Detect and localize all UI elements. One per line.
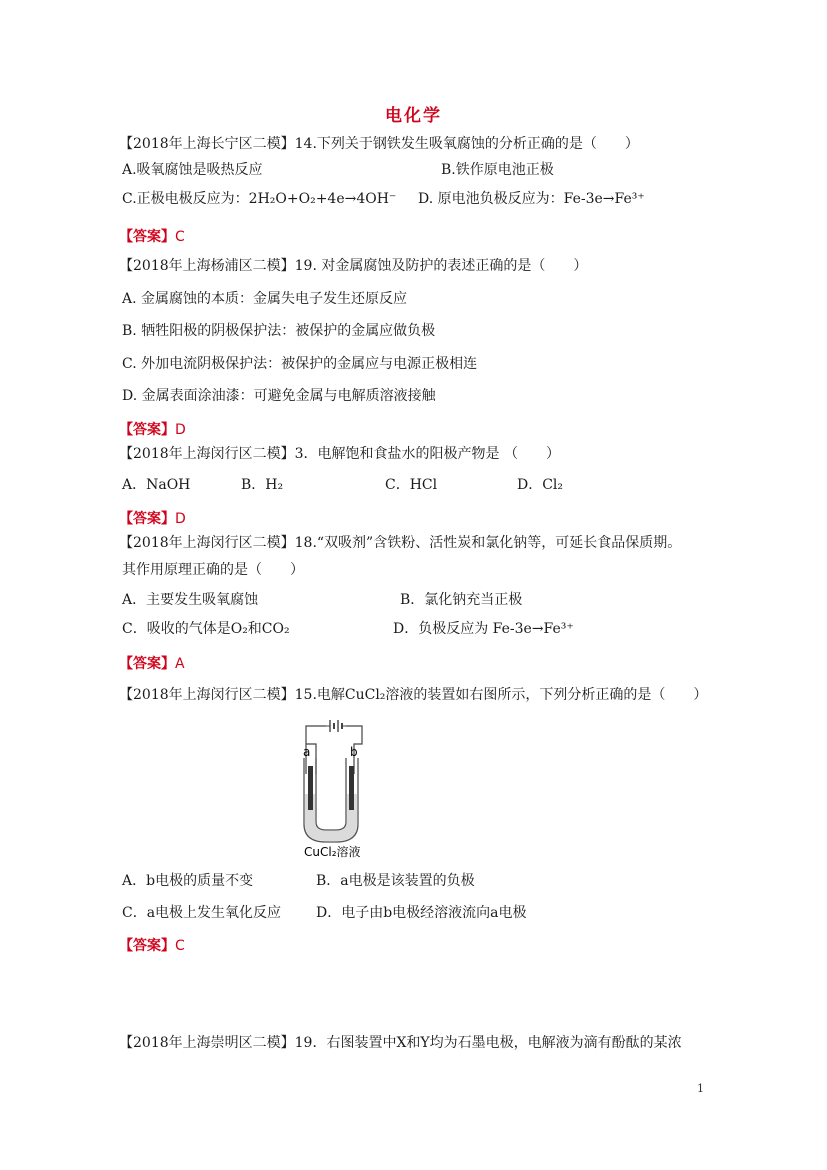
question-3-answer <box>119 508 186 528</box>
answer-label: 【答案】 <box>119 938 175 954</box>
question-1-stem: 【2018年上海长宁区二模】14.下列关于钢铁发生吸氧腐蚀的分析正确的是（ ） <box>119 136 639 152</box>
question-2-answer <box>119 419 186 439</box>
question-4-option-d: D．负极反应为 Fe-3e→Fe³⁺ <box>393 621 574 637</box>
question-4-option-a: A．主要发生吸氧腐蚀 <box>122 592 259 608</box>
answer-value: C <box>175 229 185 245</box>
answer-value: A <box>175 656 185 672</box>
answer-value: D <box>175 422 186 438</box>
question-4-answer <box>119 653 185 673</box>
question-1-option-a: A.吸氧腐蚀是吸热反应 <box>122 162 263 178</box>
question-5-option-d: D．电子由b电极经溶液流向a电极 <box>316 905 527 921</box>
figure-caption: CuCl₂溶液 <box>304 845 361 859</box>
answer-label: 【答案】 <box>119 511 175 527</box>
electrolysis-u-tube-diagram <box>296 714 376 860</box>
question-2-stem: 【2018年上海杨浦区二模】19. 对金属腐蚀及防护的表述正确的是（ ） <box>119 258 588 274</box>
question-4-stem-line-2: 其作用原理正确的是（ ） <box>122 562 304 578</box>
question-5-option-a: A．b电极的质量不变 <box>122 873 254 889</box>
question-1-option-b: B.铁作原电池正极 <box>441 162 554 178</box>
question-4-stem-line-1: 【2018年上海闵行区二模】18.“双吸剂”含铁粉、活性炭和氯化钠等，可延长食品保质期。 <box>119 535 682 551</box>
battery-icon <box>326 720 346 732</box>
page-title: 电化学 <box>385 106 442 126</box>
electrode-b-label: b <box>350 745 358 759</box>
question-2-option-c: C. 外加电流阴极保护法：被保护的金属应与电源正极相连 <box>122 356 478 372</box>
question-2-option-b: B. 牺牲阳极的阴极保护法：被保护的金属应做负极 <box>122 323 436 339</box>
question-3-option-b: B．H₂ <box>241 477 284 493</box>
electrode-a-label: a <box>303 745 311 759</box>
page-number: 1 <box>697 1082 704 1095</box>
question-2-option-d: D. 金属表面涂油漆：可避免金属与电解质溶液接触 <box>122 388 436 404</box>
question-1-answer <box>119 226 185 246</box>
question-5-answer <box>119 935 185 955</box>
question-5-option-c: C．a电极上发生氧化反应 <box>122 905 282 921</box>
answer-value: C <box>175 938 185 954</box>
answer-value: D <box>175 511 186 527</box>
question-4-option-c: C．吸收的气体是O₂和CO₂ <box>122 621 290 637</box>
electrode-a <box>308 766 313 810</box>
answer-label: 【答案】 <box>119 422 175 438</box>
answer-label: 【答案】 <box>119 656 175 672</box>
question-3-option-a: A．NaOH <box>122 477 191 493</box>
question-4-option-b: B．氯化钠充当正极 <box>400 592 523 608</box>
question-3-stem: 【2018年上海闵行区二模】3．电解饱和食盐水的阳极产物是 （ ） <box>119 446 560 462</box>
question-2-option-a: A. 金属腐蚀的本质：金属失电子发生还原反应 <box>122 291 408 307</box>
question-3-option-c: C．HCl <box>385 477 438 493</box>
question-5-option-b: B．a电极是该装置的负极 <box>316 873 475 889</box>
electrode-b <box>349 766 354 810</box>
question-3-option-d: D．Cl₂ <box>517 477 564 493</box>
question-5-stem: 【2018年上海闵行区二模】15.电解CuCl₂溶液的装置如右图所示，下列分析正确的是（ ） <box>119 687 708 703</box>
answer-label: 【答案】 <box>119 229 175 245</box>
question-1-option-d: D. 原电池负极反应为：Fe-3e→Fe³⁺ <box>418 191 645 207</box>
question-6-stem: 【2018年上海崇明区二模】19．右图装置中X和Y均为石墨电极，电解液为滴有酚酞的某浓 <box>119 1035 682 1051</box>
question-1-option-c: C.正极电极反应为：2H₂O+O₂+4e→4OH⁻ <box>122 191 397 207</box>
